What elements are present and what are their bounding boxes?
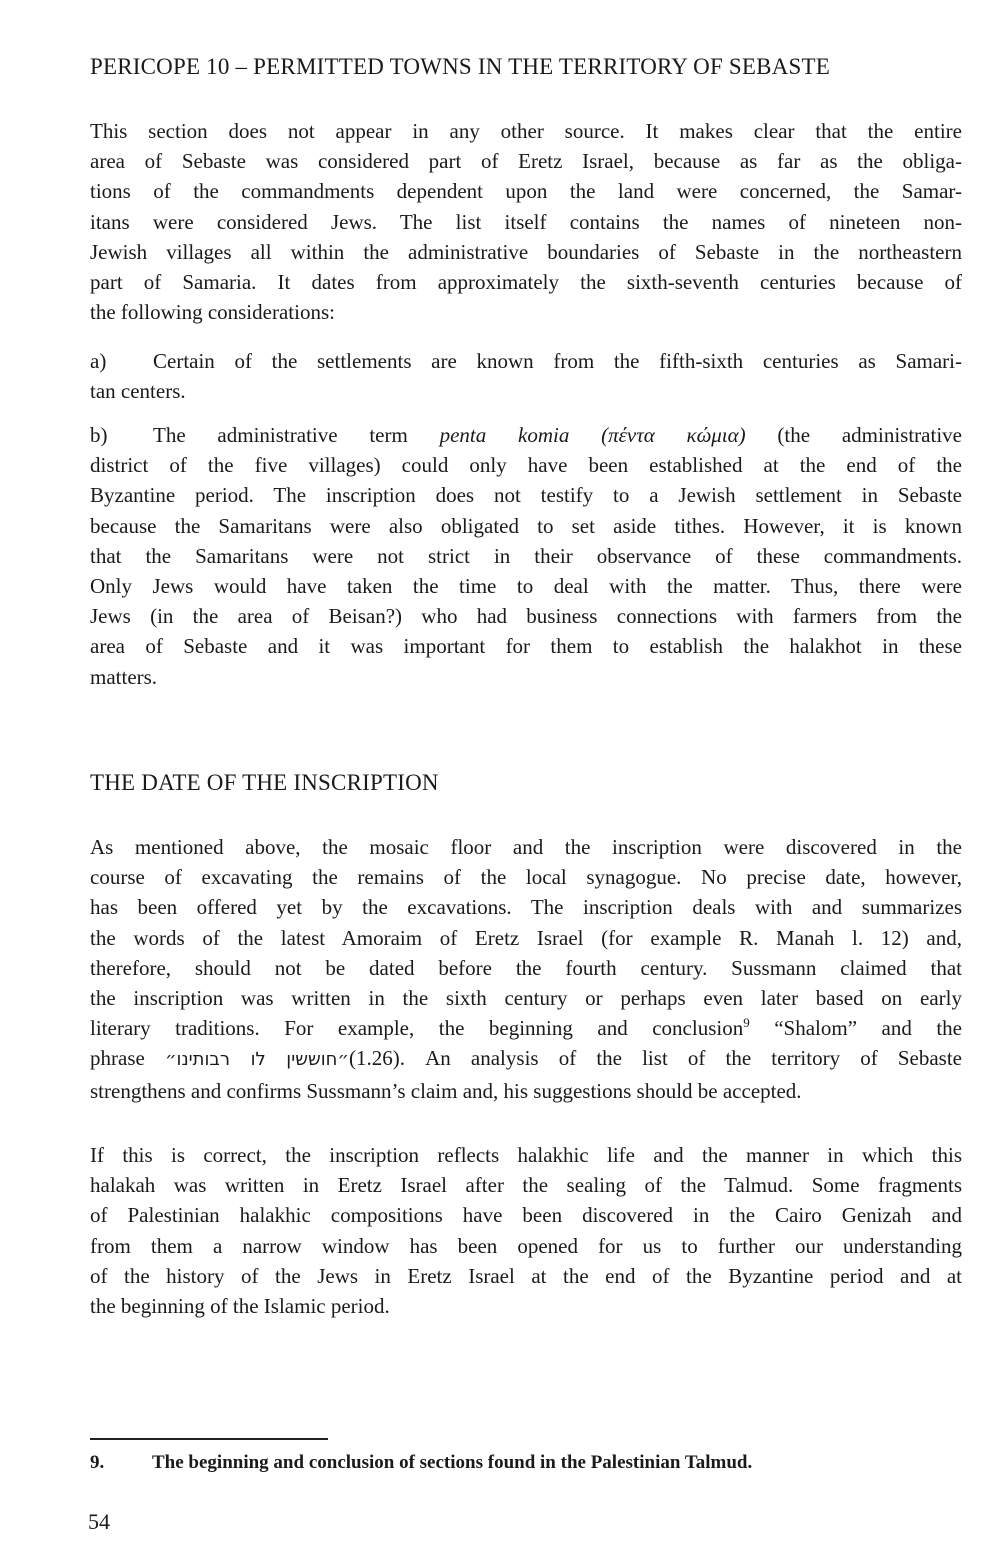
footnote-text: The beginning and conclusion of sections found in the Palestinian Talmud. bbox=[152, 1452, 753, 1473]
list-item-a bbox=[90, 346, 962, 406]
text-line: Jews (in the area of Beisan?) who had business connections with farmers from the bbox=[90, 604, 962, 629]
list-text: (the administrative bbox=[745, 423, 962, 447]
hebrew-phrase: ״חוששין לו רבותינו״ bbox=[164, 1049, 350, 1071]
text-line: of Palestinian halakhic compositions have been discovered in the Cairo Genizah and bbox=[90, 1203, 962, 1228]
text-line: Byzantine period. The inscription does not testify to a Jewish settlement in Sebaste bbox=[90, 483, 962, 508]
text-line: from them a narrow window has been opened for us to further our understanding bbox=[90, 1233, 962, 1258]
paragraph-date bbox=[90, 832, 962, 1106]
text-line: matters. bbox=[90, 664, 158, 689]
text-line bbox=[90, 1013, 962, 1043]
text-line: strengthens and confirms Sussmann’s claim and, his suggestions should be accepted. bbox=[90, 1078, 802, 1103]
footnote bbox=[90, 1450, 970, 1476]
page-number: 54 bbox=[88, 1509, 110, 1534]
text-line: This section does not appear in any other source. It makes clear that the entire bbox=[90, 119, 962, 143]
text-line: the words of the latest Amoraim of Eretz Israel (for example R. Manah l. 12) and, bbox=[90, 925, 962, 950]
paragraph-intro bbox=[90, 116, 962, 327]
text-line: the inscription was written in the sixth century or perhaps even later based on early bbox=[90, 986, 962, 1011]
footnote-ref: 9 bbox=[743, 1015, 750, 1031]
text-line bbox=[90, 346, 962, 376]
text-line: has been offered yet by the excavations. The inscription deals with and summarizes bbox=[90, 895, 962, 920]
text-span: “Shalom” and the bbox=[749, 1016, 962, 1041]
text-line bbox=[90, 420, 962, 450]
text-line: tions of the commandments dependent upon the land were concerned, the Samar- bbox=[90, 179, 962, 204]
text-line: that the Samaritans were not strict in their observance of these commandments. bbox=[90, 543, 962, 568]
text-line: Jewish villages all within the administrative boundaries of Sebaste in the northeastern bbox=[90, 239, 962, 264]
text-line: part of Samaria. It dates from approximately the sixth-seventh centuries because of bbox=[90, 270, 962, 295]
text-line: halakah was written in Eretz Israel after the sealing of the Talmud. Some fragments bbox=[90, 1173, 962, 1198]
text-line: area of Sebaste was considered part of Eretz Israel, because as far as the obliga- bbox=[90, 149, 962, 174]
paragraph-halakhic-life bbox=[90, 1140, 962, 1321]
list-text: The administrative term bbox=[153, 423, 440, 447]
text-line: area of Sebaste and it was important for them to establish the halakhot in these bbox=[90, 634, 962, 659]
greek-term: (πέντα κώμια) bbox=[601, 423, 746, 447]
text-line: the beginning of the Islamic period. bbox=[90, 1294, 390, 1319]
latin-term: penta komia bbox=[439, 423, 570, 447]
text-line: therefore, should not be dated before the fourth century. Sussmann claimed that bbox=[90, 955, 962, 980]
text-line: itans were considered Jews. The list itself contains the names of nineteen non- bbox=[90, 209, 962, 234]
text-line: the following considerations: bbox=[90, 300, 335, 325]
text-line: district of the five villages) could only have been established at the end of the bbox=[90, 453, 962, 478]
text-span: phrase bbox=[90, 1046, 145, 1071]
text-line bbox=[90, 1043, 962, 1075]
section-heading-pericope-10: PERICOPE 10 – PERMITTED TOWNS IN THE TERRITORY OF SEBASTE bbox=[90, 54, 831, 79]
text-line: tan centers. bbox=[90, 379, 186, 404]
text-line: of the history of the Jews in Eretz Israel at the end of the Byzantine period and at bbox=[90, 1263, 962, 1288]
text-line: because the Samaritans were also obligated to set aside tithes. However, it is known bbox=[90, 513, 962, 538]
text-line: If this is correct, the inscription reflects halakhic life and the manner in which this bbox=[90, 1143, 962, 1167]
text-span: literary traditions. For example, the beginning and conclusion bbox=[90, 1016, 744, 1041]
text-line: course of excavating the remains of the local synagogue. No precise date, however, bbox=[90, 865, 962, 890]
list-label: a) bbox=[90, 349, 107, 373]
list-text: Certain of the settlements are known from the fifth-sixth centuries as Samari- bbox=[153, 349, 962, 373]
text-line: Only Jews would have taken the time to deal with the matter. Thus, there were bbox=[90, 574, 962, 599]
text-span: (1.26). An analysis of the list of the territory of Sebaste bbox=[349, 1046, 962, 1071]
footnote-divider bbox=[90, 1438, 328, 1440]
list-label: b) bbox=[90, 423, 108, 447]
list-item-b bbox=[90, 420, 962, 692]
footnote-number: 9. bbox=[90, 1452, 105, 1473]
text-line: As mentioned above, the mosaic floor and the inscription were discovered in the bbox=[90, 835, 962, 859]
section-heading-date: THE DATE OF THE INSCRIPTION bbox=[90, 770, 439, 795]
